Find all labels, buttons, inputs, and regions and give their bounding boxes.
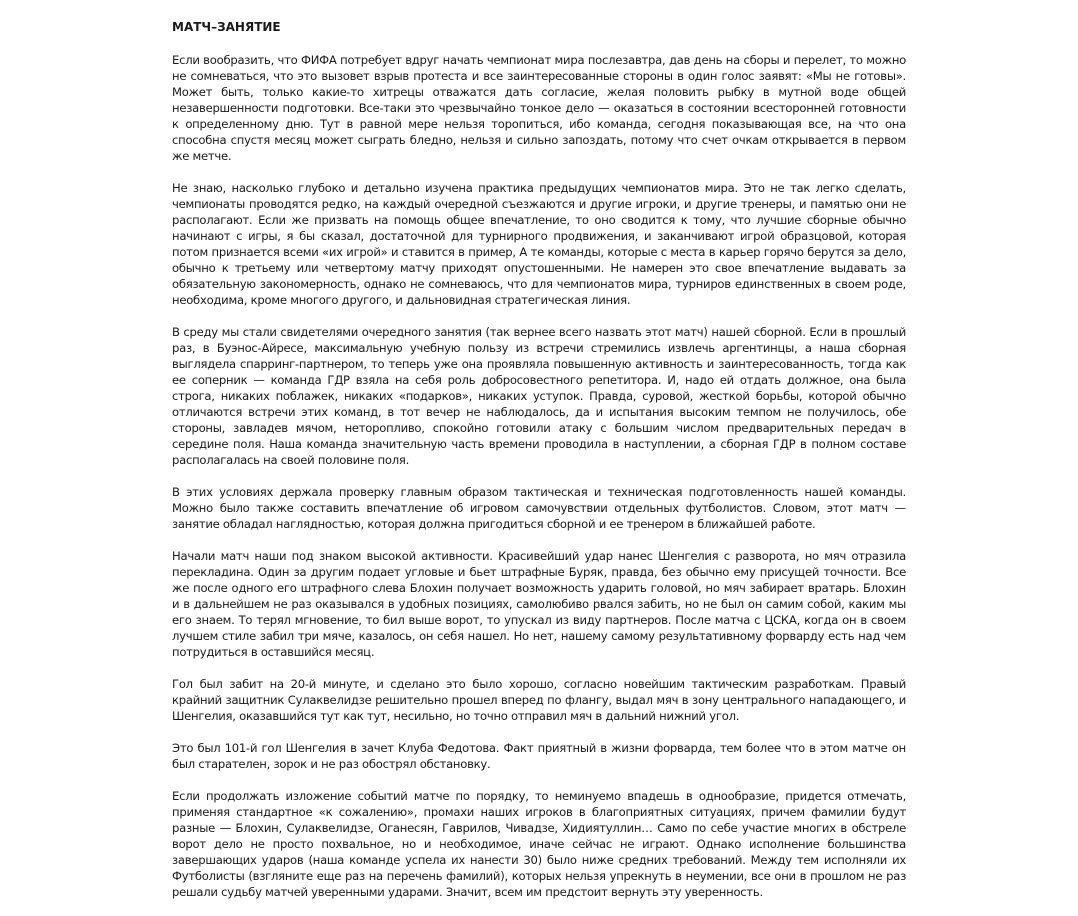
paragraph-2: Не знаю, насколько глубоко и детально изучена практика предыдущих чемпионатов мира. Это не так легко сделать, чемпионаты проводятся редко, на каждый очередной съезжаются и другие игроки, и другие тренеры, и памятью они не располагают. Если же призвать на помощь общее впечатление, то оно сводится к тому, что лучшие сборные обычно начинают с игры, я бы сказал, достаточной для турнирного продвижения, и заканчивают игрой образцовой, которая потом признается всеми «их игрой» и ставится в пример, А те команды, которые с места в карьер горячо берутся за дело, обычно к третьему или четвертому матчу приходят опустошенными. Не намерен это свое впечатление выдавать за обязательную закономерность, однако не сомневаюсь, что для чемпионатов мира, турниров единственных в своем роде, необходима, кроме многого другого, и дальновидная стратегическая линия. <box>172 181 906 307</box>
paragraph-5: Начали матч наши под знаком высокой активности. Красивейший удар нанес Шенгелия с разворота, но мяч отразила перекладина. Один за другим подает угловые и бьет штрафные Буряк, правда, без обычно ему присущей точности. Все же после одного его штрафного слева Блохин получает возможность ударить головой, но мяч забирает вратарь. Блохин и в дальнейшем не раз оказывался в удобных позициях, самолюбиво рвался забить, но не был он самим собой, каким мы его знаем. То терял мгновение, то бил выше ворот, то упускал из виду партнеров. После матча с ЦСКА, когда он в своем лучшем стиле забил три мяче, казалось, он себя нашел. Но нет, нашему самому результативному форварду есть над чем потрудиться в оставшийся месяц. <box>172 549 906 659</box>
paragraph-8: Если продолжать изложение событий матче по порядку, то неминуемо впадешь в однообразие, придется отмечать, применяя стандартное «к сожалению», промахи наших игроков в благоприятных ситуациях, причем фамилии будут разные — Блохин, Сулаквелидзе, Оганесян, Гаврилов, Чивадзе, Хидиятуллин… Само по себе участие многих в обстреле ворот дело не просто похвальное, но и необходимое, иначе сейчас не играют. Однако исполнение большинства завершающих ударов (наша команде успела их нанести 30) было ниже средних требований. Между тем исполняли их Футболисты (взгляните еще раз на перечень фамилий), которых нельзя упрекнуть в неумении, все они в прошлом не раз решали судьбу матчей уверенными ударами. Значит, всем им предстоит вернуть эту уверенность. <box>172 789 906 899</box>
paragraph-1: Если вообразить, что ФИФА потребует вдруг начать чемпионат мира послезавтра, дав день на сборы и перелет, то можно не сомневаться, что это вызовет взрыв протеста и все заинтересованные стороны в один голос заявят: «Мы не готовы». Может быть, только какие-то хитрецы отважатся дать согласие, желая половить рыбку в мутной воде общей незавершенности подготовки. Все-таки это чрезвычайно тонкое дело — оказаться в состоянии всесторонней готовности к определенному дню. Тут в равной мере нельзя торопиться, ибо команда, сегодня показывающая все, на что она способна спустя месяц может сыграть бледно, нельзя и сильно запоздать, потому что счет очкам открывается в первом же метче. <box>172 53 906 163</box>
paragraph-7: Это был 101-й гол Шенгелия в зачет Клуба Федотова. Факт приятный в жизни форварда, тем более что в этом матче он был старателен, зорок и не раз обострял обстановку. <box>172 741 906 771</box>
paragraph-4: В этих условиях держала проверку главным образом тактическая и техническая подготовленность нашей команды. Можно было также составить впечатление об игровом самочувствии отдельных футболистов. Словом, этот матч — занятие обладал наглядностью, которая должна пригодиться сборной и ее тренером в ближайшей работе. <box>172 485 906 531</box>
paragraph-3: В среду мы стали свидетелями очередного занятия (так вернее всего назвать этот матч) нашей сборной. Если в прошлый раз, в Буэнос-Айресе, максимальную учебную пользу из встречи стремились извлечь аргентинцы, а наша сборная выглядела спарринг-партнером, то теперь уже она проявляла повышенную активность и заинтересованность, тогда как ее соперник — команда ГДР взяла на себя роль добросовестного репетитора. И, надо ей отдать должное, она была строга, никаких поблажек, никаких «подарков», никаких уступок. Правда, суровой, жесткой борьбы, которой обычно отличаются встречи этих команд, в тот вечер не наблюдалось, да и испытания высоким темпом не получилось, обе стороны, завладев мячом, неторопливо, спокойно готовили атаку с большим числом предварительных передач в середине поля. Наша команда значительную часть времени проводила в наступлении, а сборная ГДР в полном составе располагалась на своей половине поля. <box>172 325 906 467</box>
article <box>172 18 906 916</box>
article-title: МАТЧ–ЗАНЯТИЕ <box>172 20 281 34</box>
paragraph-6: Гол был забит на 20-й минуте, и сделано это было хорошо, согласно новейшим тактическим разработкам. Правый крайний защитник Сулаквелидзе решительно прошел вперед по флангу, выдал мяч в зону центрального нападающего, и Шенгелия, оказавшийся тут как тут, несильно, но точно отправил мяч в дальний нижний угол. <box>172 677 906 723</box>
